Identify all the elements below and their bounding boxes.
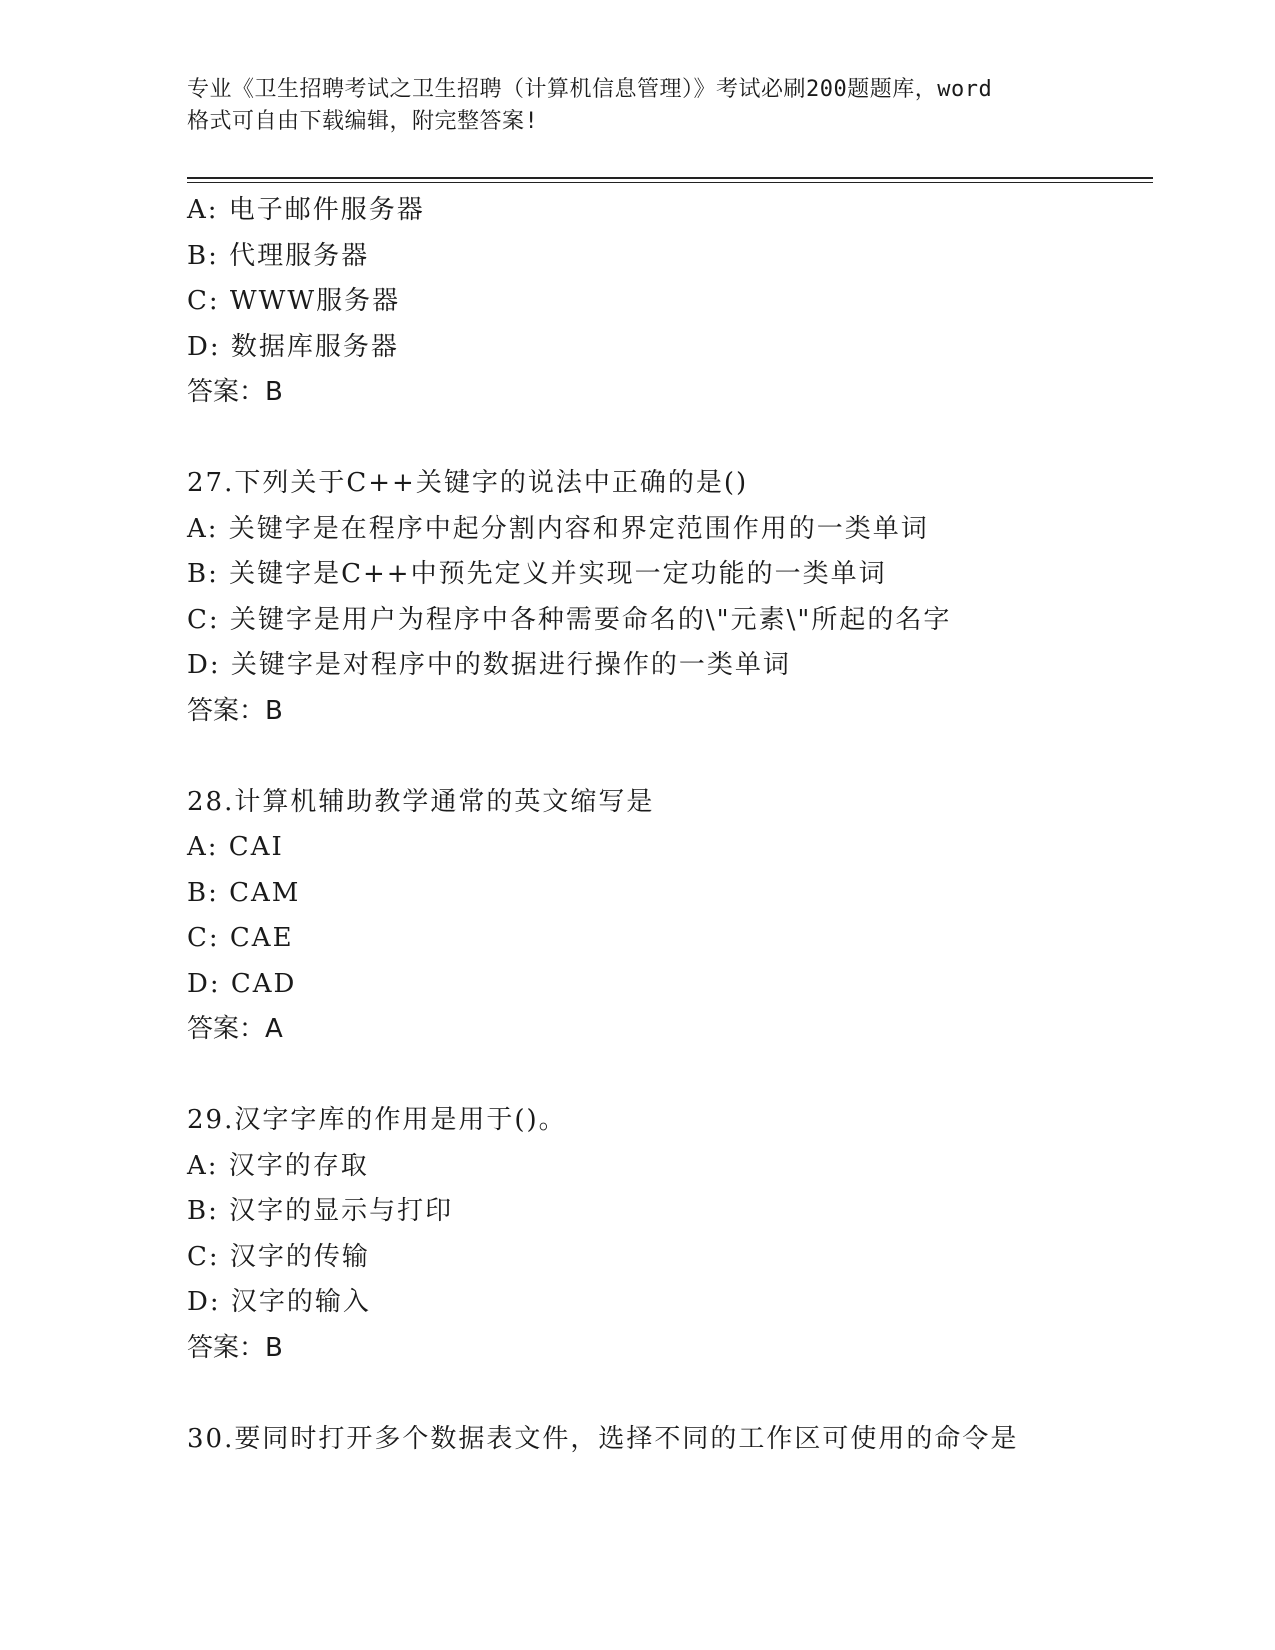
document-header xyxy=(187,74,1107,138)
question-stem: 29.汉字字库的作用是用于()。 xyxy=(187,1105,567,1135)
option-b: B: 关键字是C++中预先定义并实现一定功能的一类单词 xyxy=(187,559,887,589)
option-d: D: 关键字是对程序中的数据进行操作的一类单词 xyxy=(187,650,791,680)
option-c: C: 关键字是用户为程序中各种需要命名的\"元素\"所起的名字 xyxy=(187,604,952,635)
question-30 xyxy=(187,1417,1147,1463)
option-c: C: 汉字的传输 xyxy=(187,1241,370,1272)
option-b: B: 代理服务器 xyxy=(187,240,370,271)
option-d: D: 数据库服务器 xyxy=(187,331,399,362)
header-line-2: 格式可自由下载编辑，附完整答案! xyxy=(187,109,539,134)
answer-line: 答案：B xyxy=(187,1332,283,1363)
question-27 xyxy=(187,461,1147,734)
question-26 xyxy=(187,188,1147,416)
question-stem: 27.下列关于C++关键字的说法中正确的是() xyxy=(187,468,749,498)
spacer xyxy=(187,1053,1147,1099)
option-a: A: CAI xyxy=(187,832,284,862)
option-c: C: CAE xyxy=(187,923,294,953)
header-line-1: 专业《卫生招聘考试之卫生招聘（计算机信息管理）》考试必刷200题题库，word xyxy=(187,77,993,102)
spacer xyxy=(187,1371,1147,1417)
question-29 xyxy=(187,1098,1147,1371)
question-28 xyxy=(187,780,1147,1053)
option-b: B: CAM xyxy=(187,877,301,908)
answer-line: 答案：B xyxy=(187,695,283,726)
question-list xyxy=(187,188,1147,1462)
question-stem: 28.计算机辅助教学通常的英文缩写是 xyxy=(187,786,655,817)
option-a: A: 汉字的存取 xyxy=(187,1150,369,1181)
answer-line: 答案：B xyxy=(187,377,283,407)
option-a: A: 电子邮件服务器 xyxy=(187,195,425,225)
spacer xyxy=(187,416,1147,462)
option-d: D: 汉字的输入 xyxy=(187,1287,371,1317)
spacer xyxy=(187,734,1147,780)
header-divider-thick xyxy=(187,177,1153,179)
answer-line: 答案：A xyxy=(187,1014,283,1044)
option-a: A: 关键字是在程序中起分割内容和界定范围作用的一类单词 xyxy=(187,513,929,544)
header-divider-thin xyxy=(187,182,1153,183)
question-stem: 30.要同时打开多个数据表文件，选择不同的工作区可使用的命令是 xyxy=(187,1423,1019,1454)
option-d: D: CAD xyxy=(187,968,297,999)
option-c: C: WWW服务器 xyxy=(187,286,401,316)
option-b: B: 汉字的显示与打印 xyxy=(187,1196,454,1226)
